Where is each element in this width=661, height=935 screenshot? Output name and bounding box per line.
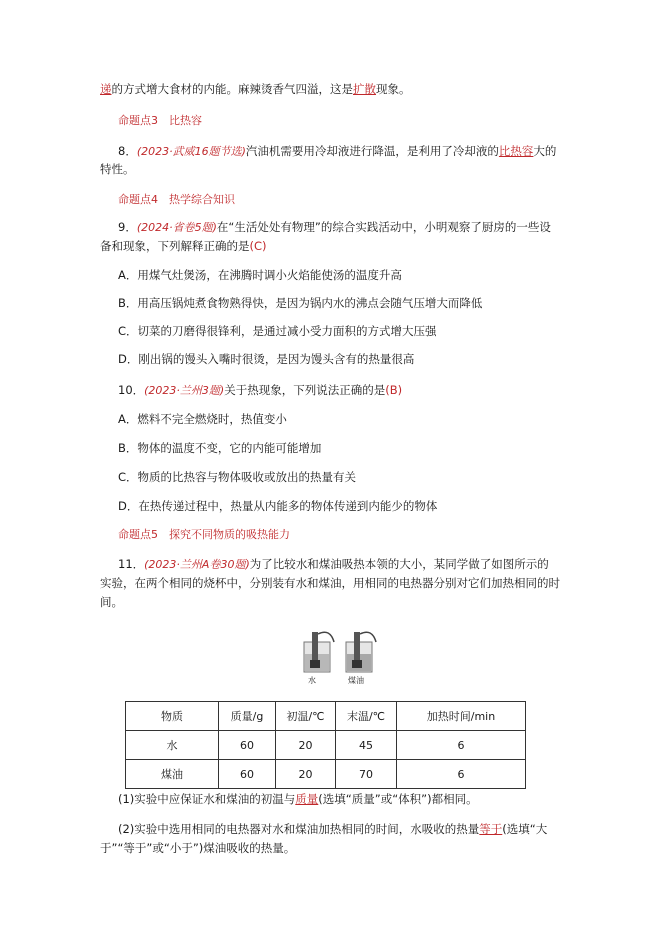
answer-text: 递 bbox=[100, 82, 112, 96]
section-heading-5: 命题点5 探究不同物质的吸热能力 bbox=[118, 528, 290, 541]
question-8-line-1 bbox=[118, 142, 588, 161]
table-cell: 45 bbox=[336, 731, 397, 760]
question-text: 在“生活处处有物理”的综合实践活动中，小明观察了厨房的一些设 bbox=[216, 220, 551, 234]
question-source: (2023·兰州3题) bbox=[144, 384, 225, 397]
label-water: 水 bbox=[308, 676, 316, 685]
section-heading-3: 命题点3 比热容 bbox=[118, 114, 202, 127]
table-row bbox=[126, 731, 526, 760]
question-text: (1)实验中应保证水和煤油的初温与 bbox=[118, 792, 296, 806]
table-cell: 60 bbox=[219, 731, 276, 760]
header-cell: 初温/℃ bbox=[276, 702, 336, 731]
header-cell: 质量/g bbox=[219, 702, 276, 731]
question-text: 大的 bbox=[533, 144, 557, 158]
option-d: D．刚出锅的馒头入嘴时很烫，是因为馒头含有的热量很高 bbox=[118, 352, 415, 366]
option-b: B．物体的温度不变，它的内能可能增加 bbox=[118, 441, 322, 455]
table-cell: 煤油 bbox=[126, 760, 219, 789]
header-cell: 物质 bbox=[126, 702, 219, 731]
question-text: 关于热现象，下列说法正确的是 bbox=[224, 383, 386, 397]
question-number: 10． bbox=[118, 383, 145, 397]
table-cell: 水 bbox=[126, 731, 219, 760]
question-text: (选填“大 bbox=[502, 822, 548, 836]
question-text: 为了比较水和煤油吸热本领的大小，某同学做了如图所示的 bbox=[249, 557, 549, 571]
question-source: (2024·省卷5题) bbox=[136, 221, 217, 234]
option-b: B．用高压锅炖煮食物熟得快，是因为锅内水的沸点会随气压增大而降低 bbox=[118, 296, 483, 310]
question-text: (2)实验中选用相同的电热器对水和煤油加热相同的时间，水吸收的热量 bbox=[118, 822, 480, 836]
question-9-line-2 bbox=[100, 237, 570, 255]
question-11-line-1 bbox=[118, 555, 588, 574]
question-10-line-1 bbox=[118, 381, 588, 400]
sub-question-2-line-2: 于”“等于”或“小于”)煤油吸收的热量。 bbox=[100, 841, 296, 855]
table-cell: 20 bbox=[276, 731, 336, 760]
option-a: A．燃料不完全燃烧时，热值变小 bbox=[118, 412, 287, 426]
option-d: D．在热传递过程中，热量从内能多的物体传递到内能少的物体 bbox=[118, 499, 438, 513]
question-number: 9． bbox=[118, 220, 137, 234]
question-11-line-2: 实验，在两个相同的烧杯中，分别装有水和煤油，用相同的电热器分别对它们加热相同的时 bbox=[100, 576, 560, 590]
question-number: 8． bbox=[118, 144, 137, 158]
question-11-line-3: 间。 bbox=[100, 595, 123, 609]
paragraph-continuation bbox=[100, 80, 570, 98]
data-table bbox=[125, 701, 526, 789]
table-cell: 6 bbox=[397, 731, 526, 760]
sub-question-2-line-1 bbox=[118, 820, 588, 838]
beaker-figure bbox=[300, 628, 380, 690]
question-text: (选填“质量”或“体积”)都相同。 bbox=[318, 792, 478, 806]
question-8-line-2: 特性。 bbox=[100, 162, 135, 176]
header-cell: 加热时间/min bbox=[397, 702, 526, 731]
table-header-row bbox=[126, 702, 526, 731]
paragraph-text: 的方式增大食材的内能。麻辣烫香气四溢，这是 bbox=[111, 82, 353, 96]
question-number: 11． bbox=[118, 557, 145, 571]
question-9-line-1 bbox=[118, 218, 588, 237]
table-cell: 20 bbox=[276, 760, 336, 789]
question-source: (2023·武威16题节选) bbox=[136, 145, 246, 158]
label-oil: 煤油 bbox=[348, 676, 364, 685]
answer-text: 扩散 bbox=[353, 82, 376, 96]
answer-text: (B) bbox=[385, 383, 403, 397]
table-cell: 70 bbox=[336, 760, 397, 789]
table-cell: 60 bbox=[219, 760, 276, 789]
option-c: C．物质的比热容与物体吸收或放出的热量有关 bbox=[118, 470, 357, 484]
header-cell: 末温/℃ bbox=[336, 702, 397, 731]
paragraph-text: 现象。 bbox=[376, 82, 411, 96]
answer-text: 比热容 bbox=[498, 144, 534, 158]
section-heading-4: 命题点4 热学综合知识 bbox=[118, 193, 235, 206]
answer-text: (C) bbox=[249, 239, 267, 253]
option-c: C．切菜的刀磨得很锋利，是通过减小受力面积的方式增大压强 bbox=[118, 324, 437, 338]
question-text: 汽油机需要用冷却液进行降温，是利用了冷却液的 bbox=[245, 144, 499, 158]
answer-text: 等于 bbox=[479, 822, 503, 836]
question-source: (2023·兰州A卷30题) bbox=[144, 558, 250, 571]
table-cell: 6 bbox=[397, 760, 526, 789]
answer-text: 质量 bbox=[295, 792, 319, 806]
question-text: 备和现象，下列解释正确的是 bbox=[100, 239, 250, 253]
option-a: A．用煤气灶煲汤，在沸腾时调小火焰能使汤的温度升高 bbox=[118, 268, 402, 282]
sub-question-1 bbox=[118, 790, 588, 808]
table-row bbox=[126, 760, 526, 789]
